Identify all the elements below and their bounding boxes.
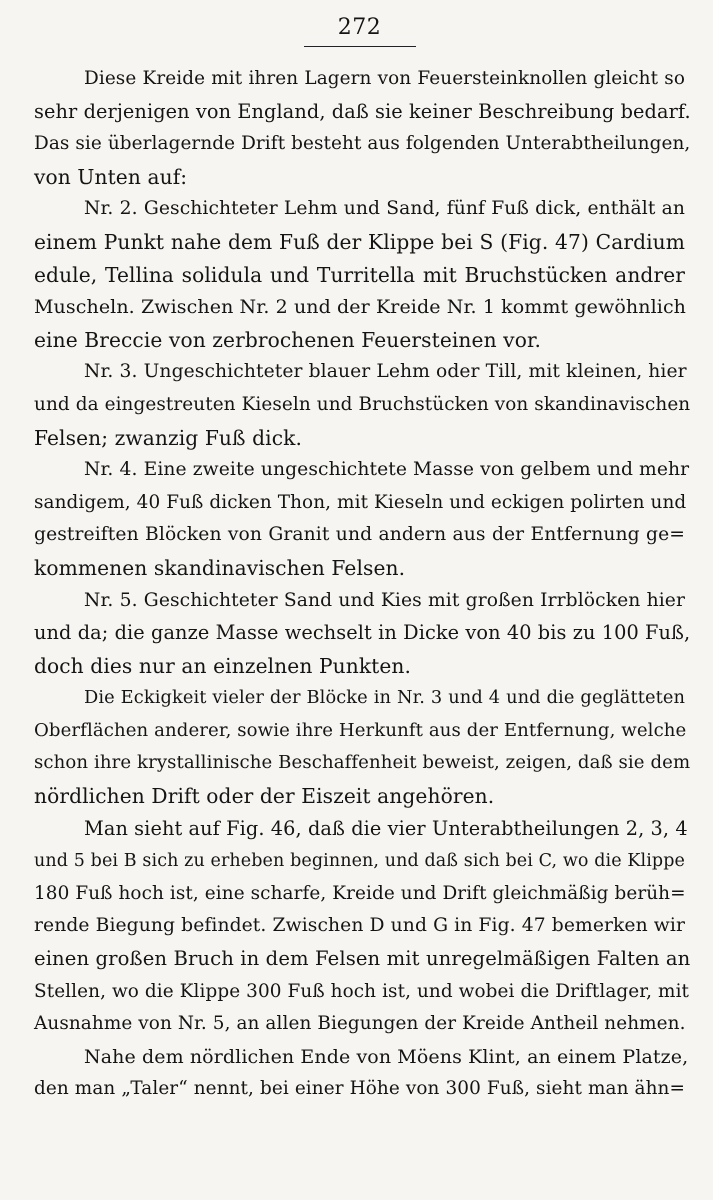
text-line: sandigem, 40 Fuß dicken Thon, mit Kieseln und eckigen polirten und — [34, 491, 687, 513]
text-line: schon ihre krystallinische Beschaffenheit beweist, zeigen, daß sie dem — [34, 752, 691, 774]
text-line: edule, Tellina solidula und Turritella mit Bruchstücken andrer — [34, 262, 685, 287]
paragraph-3 — [34, 356, 691, 454]
paragraph-5 — [34, 585, 691, 683]
text-line: rende Biegung befindet. Zwischen D und G in Fig. 47 bemerken wir — [34, 915, 685, 937]
paragraph-8 — [34, 1041, 689, 1106]
paragraph-4 — [34, 454, 690, 584]
text-line: Die Eckigkeit vieler der Blöcke in Nr. 3 und 4 und die geglätteten — [84, 687, 685, 709]
text-line: Felsen; zwanzig Fuß dick. — [34, 425, 302, 450]
text-line: 180 Fuß hoch ist, eine scharfe, Kreide und Drift gleichmäßig berüh= — [34, 882, 686, 904]
text-line: den man „Taler“ nennt, bei einer Höhe von 300 Fuß, sieht man ähn= — [34, 1078, 685, 1100]
text-line: Nr. 5. Geschichteter Sand und Kies mit großen Irrblöcken hier — [84, 589, 685, 611]
text-line: Nr. 3. Ungeschichteter blauer Lehm oder Till, mit kleinen, hier — [84, 361, 687, 383]
header-rule — [304, 46, 416, 47]
text-line: eine Breccie von zerbrochenen Feuersteinen vor. — [34, 327, 541, 352]
text-line: einen großen Bruch in dem Felsen mit unregelmäßigen Falten an — [34, 947, 691, 971]
text-line: Oberflächen anderer, sowie ihre Herkunft aus der Entfernung, welche — [34, 719, 687, 741]
text-line: und da; die ganze Masse wechselt in Dicke von 40 bis zu 100 Fuß, — [34, 621, 691, 645]
text-line: sehr derjenigen von England, daß sie keiner Beschreibung bedarf. — [34, 99, 691, 123]
text-line: Nr. 4. Eine zweite ungeschichtete Masse von gelbem und mehr — [84, 459, 690, 481]
text-line: Man sieht auf Fig. 46, daß die vier Unterabtheilungen 2, 3, 4 — [84, 816, 688, 840]
text-line: Stellen, wo die Klippe 300 Fuß hoch ist, und wobei die Driftlager, mit — [34, 980, 690, 1002]
text-line: einem Punkt nahe dem Fuß der Klippe bei S (Fig. 47) Cardium — [34, 229, 685, 254]
text-line: Nahe dem nördlichen Ende von Möens Klint, an einem Platze, — [84, 1045, 689, 1068]
page-number: 272 — [337, 15, 382, 40]
paragraph-7 — [34, 813, 691, 1041]
text-line: Diese Kreide mit ihren Lagern von Feuersteinknollen gleicht so — [84, 68, 685, 89]
paragraph-2 — [34, 193, 685, 356]
text-line: Ausnahme von Nr. 5, an allen Biegungen der Kreide Antheil nehmen. — [34, 1013, 686, 1035]
text-line: Nr. 2. Geschichteter Lehm und Sand, fünf Fuß dick, enthält an — [84, 198, 685, 220]
text-line: doch dies nur an einzelnen Punkten. — [34, 653, 412, 678]
text-line: und 5 bei B sich zu erheben beginnen, und daß sich bei C, wo die Klippe — [34, 851, 685, 872]
text-line: Das sie überlagernde Drift besteht aus folgenden Unterabtheilungen, — [34, 133, 691, 155]
text-line: nördlichen Drift oder der Eiszeit angehören. — [34, 784, 495, 809]
text-line: Muscheln. Zwischen Nr. 2 und der Kreide Nr. 1 kommt gewöhnlich — [34, 296, 687, 319]
text-line: kommenen skandinavischen Felsen. — [34, 555, 406, 580]
text-line: von Unten auf: — [34, 164, 188, 189]
text-line: gestreiften Blöcken von Granit und andern aus der Entfernung ge= — [34, 524, 685, 546]
paragraph-6 — [34, 682, 691, 812]
paragraph-1 — [34, 63, 691, 193]
text-line: und da eingestreuten Kieseln und Bruchstücken von skandinavischen — [34, 393, 691, 415]
